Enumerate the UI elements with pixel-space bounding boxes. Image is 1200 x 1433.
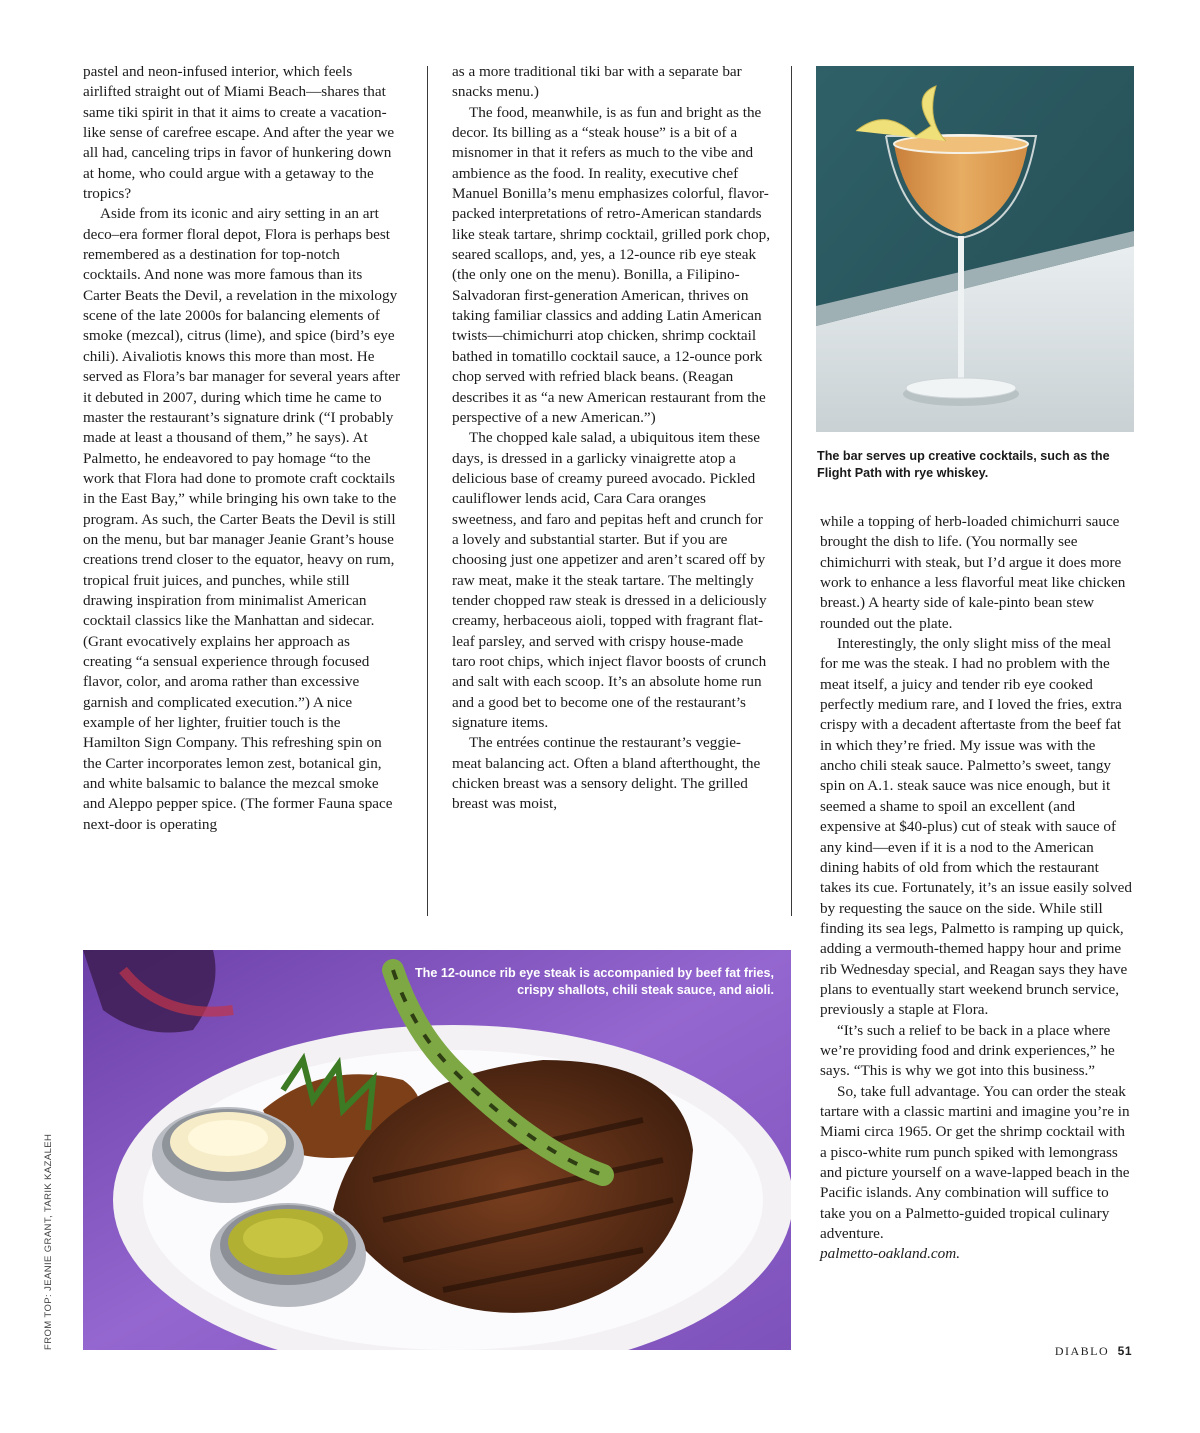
paragraph: while a topping of herb-loaded chimichurri sauce brought the dish to life. (You normally see chimichurri with steak, but I’d argue it does more work to enhance a less flavorful meat like chicken breast.) A hearty side of kale-pinto bean stew rounded out the plate. xyxy=(820,513,1126,632)
page-number: 51 xyxy=(1117,1344,1132,1358)
article-column-2 xyxy=(452,62,770,815)
paragraph: pastel and neon-infused interior, which feels airlifted straight out of Miami Beach—shares that same tiki spirit in that it aims to create a vacation-like sense of carefree escape. And after the year we all had, canceling trips in favor of hunkering down at home, who could argue with a getaway to the tropics? xyxy=(83,63,395,203)
paragraph: The chopped kale salad, a ubiquitous item these days, is dressed in a garlicky vinaigrette atop a delicious base of creamy pureed avocado. Pickled cauliflower lends acid, Cara Cara oranges sweetness, and faro and pepitas heft and crunch for a lovely and substantial starter. But if you are choosing just one appetizer and aren’t scared off by raw meat, make it the steak tartare. The meltingly tender chopped raw steak is dressed in a deliciously creamy, herbaceous aioli, topped with fragrant flat-leaf parsley, and served with crispy house-made taro root chips, which inject flavor boosts of crunch and salt with each scoop. It’s an absolute home run and a good bet to become one of the restaurant’s signature items. xyxy=(452,429,767,731)
paragraph: So, take full advantage. You can order the steak tartare with a classic martini and imagine you’re in Miami circa 1965. Or get the shrimp cocktail with a pisco-white rum punch spiked with lemongrass and picture yourself on a wave-lapped beach in the Pacific islands. Any combination will suffice to take you on a Palmetto-guided tropical culinary adventure. xyxy=(820,1082,1130,1243)
magazine-name: DIABLO xyxy=(1054,1344,1110,1358)
paragraph: The food, meanwhile, is as fun and bright as the decor. Its billing as a “steak house” is a bit of a misnomer in that it refers as much to the vibe and ambience as the food. In reality, executive chef Manuel Bonilla’s menu emphasizes colorful, flavor-packed interpretations of retro-American standards like steak tartare, shrimp cocktail, grilled pork chop, seared scallops, and, yes, a 12-ounce rib eye steak (the only one on the menu). Bonilla, a Filipino-Salvadoran first-generation American, thrives on taking familiar classics and adding Latin American twists—chimichurri atop chicken, shrimp cocktail bathed in tomatillo cocktail sauce, a 12-ounce pork chop served with refried black beans. (Reagan describes it as “a new American restaurant from the perspective of a new American.”) xyxy=(452,103,770,426)
article-column-1 xyxy=(83,62,401,835)
steak-caption: The 12-ounce rib eye steak is accompanied by beef fat fries, crispy shallots, chili steak sauce, and aioli. xyxy=(414,966,774,997)
photo-credit: FROM TOP: JEANIE GRANT, TARIK KAZALEH xyxy=(43,1133,54,1350)
cocktail-caption: The bar serves up creative cocktails, such as the Flight Path with rye whiskey. xyxy=(817,449,1110,480)
column-divider xyxy=(427,66,428,916)
paragraph: Aside from its iconic and airy setting in an art deco–era former floral depot, Flora is perhaps best remembered as a destination for top-notch cocktails. And none was more famous than its Carter Beats the Devil, a revelation in the mixology scene of the late 2000s for balancing elements of smoke (mezcal), citrus (lime), and spice (bird’s eye chili). Aivaliotis knows this more than most. He served as Flora’s bar manager for several years after it debuted in 2007, during which time he came to master the restaurant’s signature drink (“I probably made at least a thousand of them,” he says). At Palmetto, he endeavored to pay homage “to the work that Flora had done to promote craft cocktails in the East Bay,” while bringing his own take to the program. As such, the Carter Beats the Devil is still on the menu, but bar manager Jeanie Grant’s house creations trend closer to the equator, heavy on rum, tropical fruit juices, and punches, while still drawing inspiration from minimalist American cocktail classics like the Manhattan and sidecar. (Grant evocatively explains her approach as creating “a sensual experience through focused flavor, color, and aroma rather than excessive garnish and complicated execution.”) A nice example of her lighter, fruitier touch is the Hamilton Sign Company. This refreshing spin on the Carter incorporates lemon zest, botanical gin, and white balsamic to balance the mezcal smoke and Aleppo pepper spice. (The former Fauna space next-door is operating xyxy=(83,205,401,833)
cocktail-photo xyxy=(816,66,1134,432)
paragraph: The entrées continue the restaurant’s veggie-meat balancing act. Often a bland afterthought, the chicken breast was a sensory delight. The grilled breast was moist, xyxy=(452,734,761,813)
steak-photo xyxy=(83,950,791,1350)
url-link[interactable]: palmetto-oakland.com. xyxy=(820,1245,961,1263)
restaurant-url[interactable] xyxy=(820,1244,1132,1264)
page-folio xyxy=(1055,1344,1132,1359)
paragraph: “It’s such a relief to be back in a place where we’re providing food and drink experiences,” he says. “This is why we got into this business.” xyxy=(820,1021,1115,1080)
column-divider xyxy=(791,66,792,916)
article-column-3 xyxy=(820,512,1132,1265)
paragraph: as a more traditional tiki bar with a separate bar snacks menu.) xyxy=(452,63,742,101)
paragraph: Interestingly, the only slight miss of the meal for me was the steak. I had no problem with the meat itself, a juicy and tender rib eye cooked perfectly medium rare, and I loved the fries, extra crispy with a decadent aftertaste from the beef fat in which they’re fried. My issue was with the ancho chili steak sauce. Palmetto’s sweet, tangy spin on A.1. steak sauce was nice enough, but it seemed a shame to spoil an excellent (and expensive at $40-plus) cut of steak with sauce of any kind—even if it is a nod to the American dining habits of old from which the restaurant takes its cue. Fortunately, it’s an issue easily solved by requesting the sauce on the side. While still finding its sea legs, Palmetto is ramping up quick, adding a vermouth-themed happy hour and prime rib Wednesday special, and Reagan says they have plans to eventually start weekend brunch service, previously a staple at Flora. xyxy=(820,635,1132,1019)
